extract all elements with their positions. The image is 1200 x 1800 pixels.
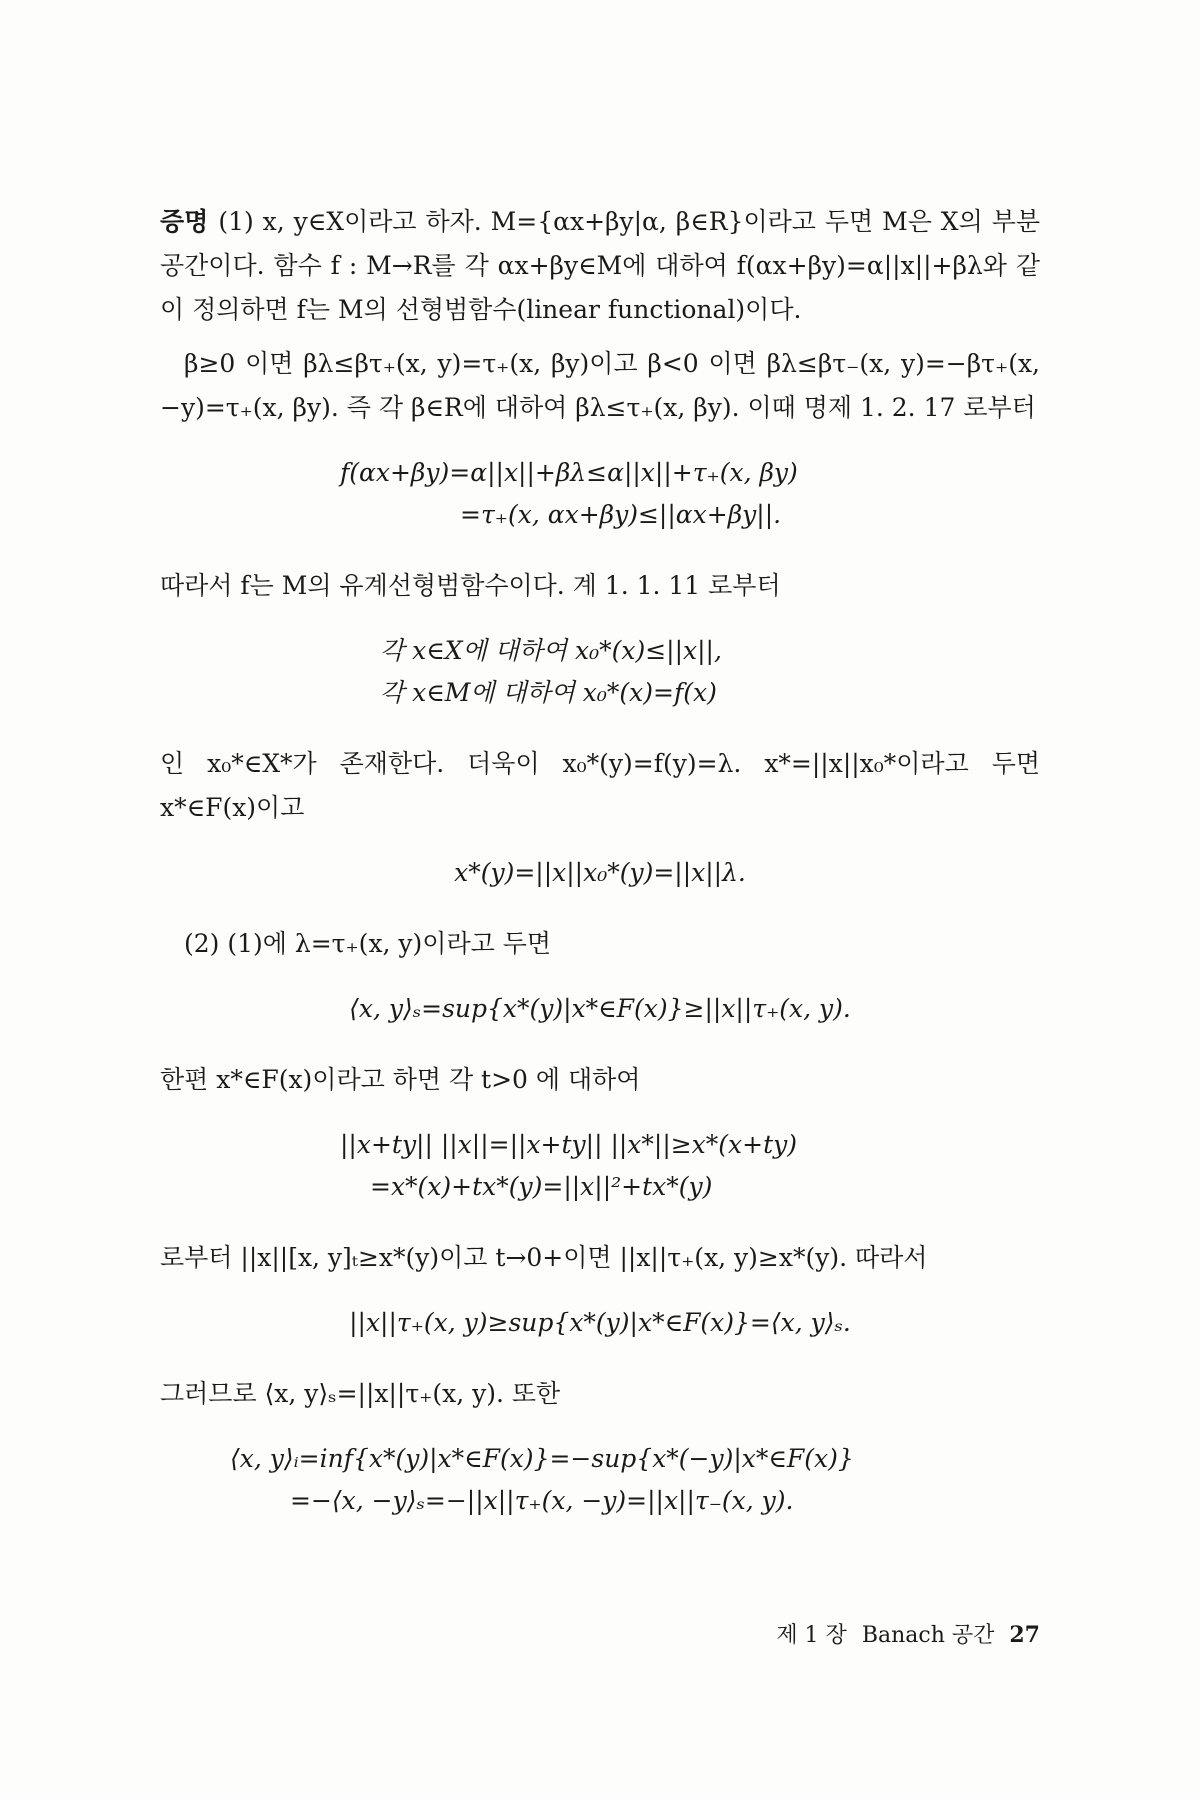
equation-block-1 [160, 452, 1040, 536]
equation-block-4 [160, 988, 1040, 1030]
footer-title: Banach 공간 [861, 1623, 995, 1648]
equation-block-7 [160, 1438, 1040, 1522]
equation-line: =−⟨x, −y⟩ₛ=−||x||τ₊(x, −y)=||x||τ₋(x, y). [290, 1486, 794, 1515]
proof-paragraph-8: 그러므로 ⟨x, y⟩ₛ=||x||τ₊(x, y). 또한 [160, 1379, 561, 1408]
footer-chapter: 제 1 장 [776, 1623, 847, 1648]
page-body [160, 200, 1040, 1550]
running-footer [700, 1618, 1040, 1649]
equation-line: ||x+ty|| ||x||=||x+ty|| ||x*||≥x*(x+ty) [340, 1130, 798, 1159]
proof-paragraph-2: β≥0 이면 βλ≤βτ₊(x, y)=τ₊(x, βy)이고 β<0 이면 βλ≤βτ₋(x, y)=−βτ₊(x, −y)=τ₊(x, βy). 즉 각 β∈R에 대하여 βλ≤τ₊(x, βy). 이때 명제 1. 2. 17 로부터 [160, 349, 1040, 422]
equation-line: f(αx+βy)=α||x||+βλ≤α||x||+τ₊(x, βy) [340, 458, 798, 487]
equation-line: =x*(x)+tx*(y)=||x||²+tx*(y) [370, 1172, 713, 1201]
equation-line: =τ₊(x, αx+βy)≤||αx+βy||. [460, 500, 782, 529]
equation-line: 각 x∈X에 대하여 x₀*(x)≤||x||, [380, 636, 722, 665]
equation-block-3 [160, 852, 1040, 894]
proof-paragraph-1 [160, 200, 1040, 332]
equation-block-6 [160, 1302, 1040, 1344]
equation-block-5 [160, 1124, 1040, 1208]
equation-line: 각 x∈M에 대하여 x₀*(x)=f(x) [380, 678, 717, 707]
proof-paragraph-3: 따라서 f는 M의 유계선형범함수이다. 계 1. 1. 11 로부터 [160, 571, 781, 600]
page-number: 27 [1009, 1622, 1040, 1648]
proof-paragraph-5: (2) (1)에 λ=τ₊(x, y)이라고 두면 [184, 929, 552, 958]
proof-paragraph-4: 인 x₀*∈X*가 존재한다. 더욱이 x₀*(y)=f(y)=λ. x*=||x||x₀*이라고 두면 x*∈F(x)이고 [160, 749, 1040, 822]
proof-paragraph-6: 한편 x*∈F(x)이라고 하면 각 t>0 에 대하여 [160, 1065, 641, 1094]
equation-line: x*(y)=||x||x₀*(y)=||x||λ. [454, 858, 746, 887]
proof-text-1: (1) x, y∈X이라고 하자. M={αx+βy|α, β∈R}이라고 두면 M은 X의 부분공간이다. 함수 f : M→R를 각 αx+βy∈M에 대하여 f(αx+βy)=α||x||+βλ와 같이 정의하면 f는 M의 선형범함수(linear functional)이다. [160, 207, 1040, 324]
equation-line: ⟨x, y⟩ᵢ=inf{x*(y)|x*∈F(x)}=−sup{x*(−y)|x*∈F(x)} [230, 1444, 854, 1473]
equation-line: ||x||τ₊(x, y)≥sup{x*(y)|x*∈F(x)}=⟨x, y⟩ₛ. [349, 1308, 851, 1337]
equation-line: ⟨x, y⟩ₛ=sup{x*(y)|x*∈F(x)}≥||x||τ₊(x, y). [349, 994, 851, 1023]
proof-heading: 증명 [160, 207, 209, 236]
proof-paragraph-7: 로부터 ||x||[x, y]ₜ≥x*(y)이고 t→0+이면 ||x||τ₊(x, y)≥x*(y). 따라서 [160, 1243, 928, 1272]
equation-block-2 [160, 630, 1040, 714]
